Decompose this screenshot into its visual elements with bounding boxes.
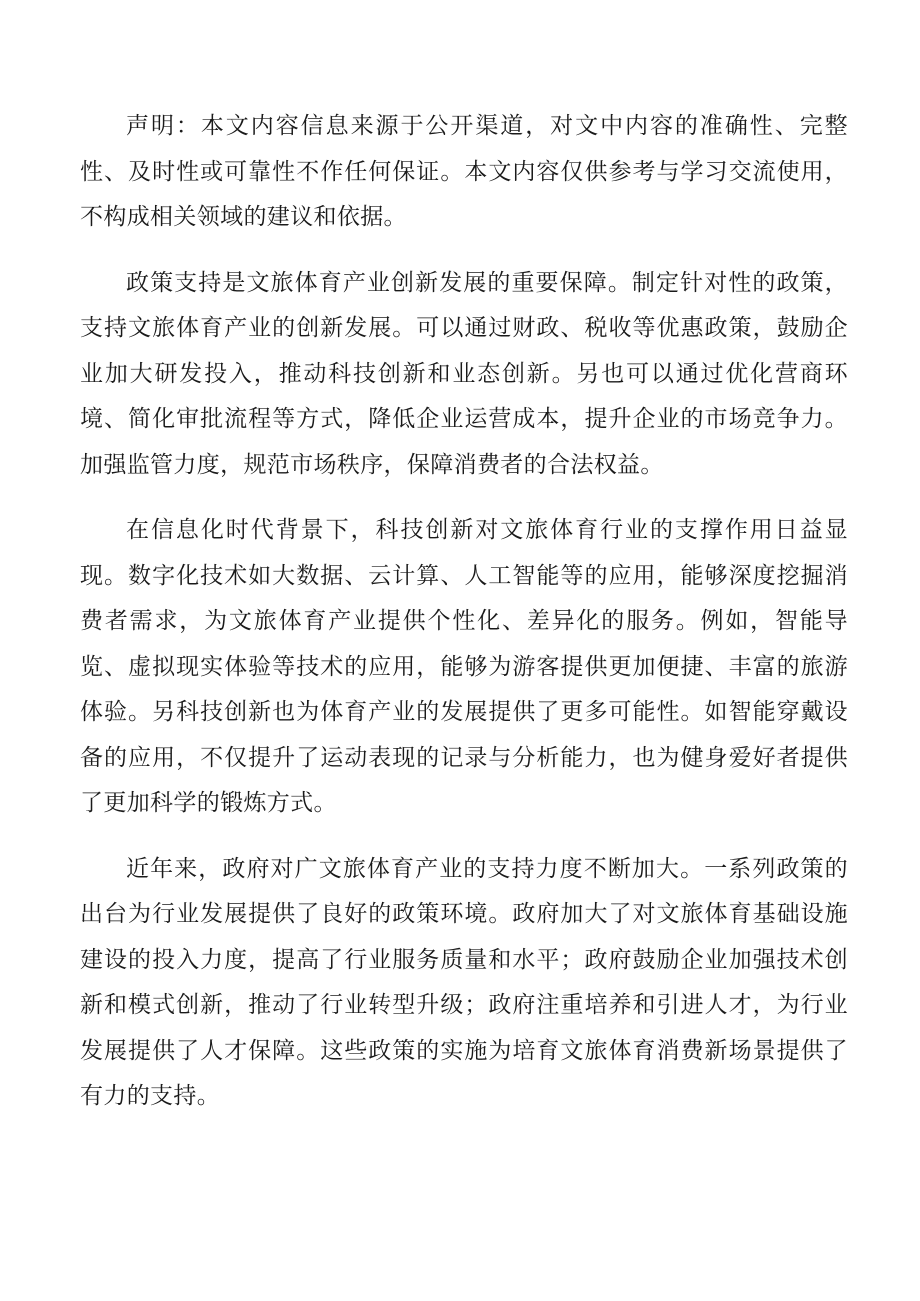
body-paragraph: 政策支持是文旅体育产业创新发展的重要保障。制定针对性的政策，支持文旅体育产业的创新发展。可以通过财政、税收等优惠政策，鼓励企业加大研发投入，推动科技创新和业态创新。另也可以通过优化营商环境、简化审批流程等方式，降低企业运营成本，提升企业的市场竞争力。加强监管力度，规范市场秩序，保障消费者的合法权益。 [80,269,848,478]
document-body [80,104,848,1120]
body-paragraph: 在信息化时代背景下，科技创新对文旅体育行业的支撑作用日益显现。数字化技术如大数据、云计算、人工智能等的应用，能够深度挖掘消费者需求，为文旅体育产业提供个性化、差异化的服务。例如，智能导览、虚拟现实体验等技术的应用，能够为游客提供更加便捷、丰富的旅游体验。另科技创新也为体育产业的发展提供了更多可能性。如智能穿戴设备的应用，不仅提升了运动表现的记录与分析能力，也为健身爱好者提供了更加科学的锻炼方式。 [80,517,848,816]
body-paragraph: 近年来，政府对广文旅体育产业的支持力度不断加大。一系列政策的出台为行业发展提供了良好的政策环境。政府加大了对文旅体育基础设施建设的投入力度，提高了行业服务质量和水平；政府鼓励企业加强技术创新和模式创新，推动了行业转型升级；政府注重培养和引进人才，为行业发展提供了人才保障。这些政策的实施为培育文旅体育消费新场景提供了有力的支持。 [80,855,848,1109]
disclaimer-paragraph: 声明：本文内容信息来源于公开渠道，对文中内容的准确性、完整性、及时性或可靠性不作任何保证。本文内容仅供参考与学习交流使用，不构成相关领域的建议和依据。 [80,113,848,230]
